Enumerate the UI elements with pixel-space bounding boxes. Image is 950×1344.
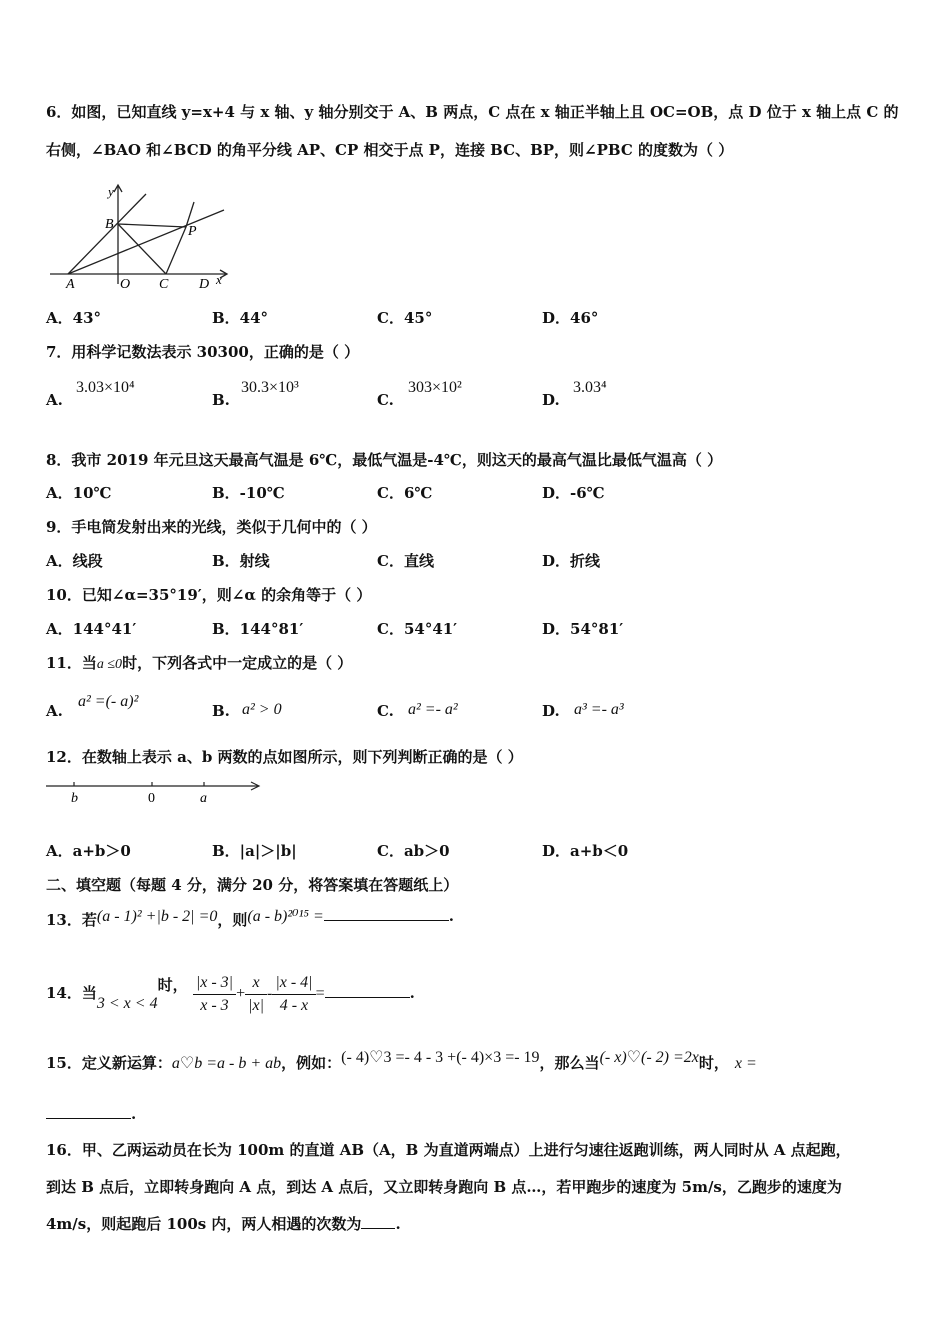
q16-post: .: [395, 1215, 401, 1233]
q14-f2-numerator: x: [245, 972, 267, 995]
q11-label-d: D.: [542, 702, 560, 720]
q14-answer-blank[interactable]: [325, 997, 410, 998]
fig-label-D: D: [199, 277, 210, 292]
q13-pre: 13．若: [46, 911, 97, 929]
q14-pre: 14．当: [46, 984, 97, 1002]
q13-equation: (a - 1)² +|b - 2| =0: [96, 908, 218, 925]
q11-label-a: A.: [46, 702, 63, 720]
q14-f3-numerator: |x - 4|: [272, 972, 315, 995]
q9-option-d: D．折线: [542, 552, 601, 570]
q7-label-b: B.: [212, 391, 230, 409]
q11-label-b: B.: [212, 702, 230, 720]
q15-answer-line: [46, 1104, 136, 1124]
section-2-heading: 二、填空题（每题 4 分，满分 20 分，将答案填在答题纸上）: [46, 876, 459, 894]
q15-mid2: ，那么当: [539, 1054, 600, 1072]
q13-answer-blank[interactable]: [324, 920, 449, 921]
q9-option-a: A．线段: [46, 552, 103, 570]
q14-f1-denominator: x - 3: [200, 996, 229, 1014]
q14-equals: =: [315, 985, 325, 1002]
q10-option-c: C．54°41′: [377, 620, 458, 638]
fig-label-y: y: [108, 184, 114, 199]
q10-option-b: B．144°81′: [212, 620, 304, 638]
q14-f1-numerator: |x - 3|: [193, 972, 236, 995]
fig-label-P: P: [188, 224, 197, 239]
q15-mid: ，例如：: [281, 1054, 342, 1072]
axis-label-a: a: [200, 791, 207, 806]
q13-mid: ，则: [217, 911, 248, 929]
q12-number-line: [44, 776, 269, 806]
q12-option-a: A．a+b＞0: [46, 842, 131, 860]
q7-label-a: A.: [46, 391, 63, 409]
q10-stem: 10．已知∠α=35°19′，则∠α 的余角等于（ ）: [46, 586, 372, 604]
q12-option-c: C．ab＞0: [377, 842, 450, 860]
q14-minus: -: [267, 985, 273, 1002]
q6-figure: [46, 180, 236, 295]
q16-answer-blank[interactable]: [361, 1228, 395, 1229]
q12-stem: 12．在数轴上表示 a、b 两数的点如图所示，则下列判断正确的是（ ）: [46, 748, 523, 766]
q14-mid: 时，: [157, 976, 188, 994]
q7-expr-a: 3.03×10⁴: [76, 379, 135, 396]
q6-stem-line1: 6．如图，已知直线 y=x+4 与 x 轴、y 轴分别交于 A、B 两点，C 点在 x 轴正半轴上且 OC=OB，点 D 位于 x 轴上点 C 的: [46, 103, 899, 121]
q15-mid3: 时，: [698, 1054, 729, 1072]
q8-option-d: D．-6℃: [542, 484, 605, 502]
q11-label-c: C.: [377, 702, 394, 720]
q14-fraction-3: [272, 972, 315, 1017]
q9-option-b: B．射线: [212, 552, 270, 570]
q8-stem: 8．我市 2019 年元旦这天最高气温是 6℃，最低气温是-4℃，则这天的最高气温比最低气温高（ ）: [46, 451, 723, 469]
q6-stem-line2: 右侧，∠BAO 和∠BCD 的角平分线 AP、CP 相交于点 P，连接 BC、BP，则∠PBC 的度数为（ ）: [46, 141, 734, 159]
q15-ask: x =: [734, 1055, 757, 1072]
q13-post: .: [448, 907, 454, 925]
q15-pre: 15．定义新运算：: [46, 1054, 172, 1072]
axis-label-0: 0: [148, 791, 155, 806]
q15-post: .: [131, 1105, 137, 1123]
q11-stem: [46, 653, 352, 675]
fig-label-C: C: [159, 277, 169, 292]
axis-label-b: b: [71, 791, 78, 806]
q16-line1: 16．甲、乙两运动员在长为 100m 的直道 AB（A，B 为直道两端点）上进行匀速往返跑训练，两人同时从 A 点起跑，: [46, 1141, 851, 1159]
q8-option-c: C．6℃: [377, 484, 433, 502]
q7-expr-c: 303×10²: [408, 379, 462, 396]
q7-stem: 7．用科学记数法表示 30300，正确的是（ ）: [46, 343, 360, 361]
q15: [46, 1048, 757, 1074]
q16-line2: 到达 B 点后，立即转身跑向 A 点，到达 A 点后，又立即转身跑向 B 点…，若甲跑步的速度为 5m/s，乙跑步的速度为: [46, 1178, 842, 1196]
q11-condition: a ≤0: [96, 657, 123, 672]
q15-definition: a♡b =a - b + ab: [171, 1055, 282, 1072]
q7-label-c: C.: [377, 391, 394, 409]
q12-option-d: D．a+b＜0: [542, 842, 629, 860]
q11-stem-post: 时，下列各式中一定成立的是（ ）: [122, 654, 353, 672]
q6-option-c: C．45°: [377, 309, 433, 327]
q9-option-c: C．直线: [377, 552, 434, 570]
q10-option-a: A．144°41′: [46, 620, 137, 638]
q14-f3-denominator: 4 - x: [279, 996, 309, 1014]
q14-f2-denominator: |x|: [248, 996, 264, 1014]
fig-label-B: B: [105, 217, 114, 232]
q16-line3: [46, 1214, 401, 1234]
q14: [46, 958, 415, 1012]
q11-stem-pre: 11．当: [46, 654, 97, 672]
q6-option-d: D．46°: [542, 309, 599, 327]
q16-line3-text: 4m/s，则起跑后 100s 内，两人相遇的次数为: [46, 1215, 362, 1233]
q14-fraction-2: [245, 972, 267, 1017]
q8-option-a: A．10℃: [46, 484, 112, 502]
q15-example: (- 4)♡3 =- 4 - 3 +(- 4)×3 =- 19: [341, 1049, 540, 1066]
q11-expr-d: a³ =- a³: [574, 701, 624, 718]
q14-condition: 3 < x < 4: [96, 995, 158, 1012]
q12-option-b: B．|a|＞|b|: [212, 842, 297, 860]
q11-expr-a: a² =(- a)²: [78, 693, 139, 710]
q13-expression: (a - b)²⁰¹⁵ =: [247, 908, 324, 925]
q11-expr-b: a² > 0: [242, 701, 282, 718]
q6-option-b: B．44°: [212, 309, 269, 327]
fig-label-A: A: [66, 277, 75, 292]
q7-label-d: D.: [542, 391, 560, 409]
q10-option-d: D．54°81′: [542, 620, 624, 638]
q14-plus: +: [236, 985, 246, 1002]
q8-option-b: B．-10℃: [212, 484, 285, 502]
q7-expr-d: 3.03⁴: [573, 379, 607, 396]
q7-expr-b: 30.3×10³: [241, 379, 299, 396]
q6-option-a: A．43°: [46, 309, 102, 327]
fig-label-O: O: [120, 277, 131, 292]
q11-expr-c: a² =- a²: [408, 701, 458, 718]
fig-label-x: x: [216, 272, 222, 287]
q13: [46, 906, 454, 932]
q14-fraction-1: [193, 972, 236, 1017]
q15-condition: (- x)♡(- 2) =2x: [599, 1049, 699, 1066]
q9-stem: 9．手电筒发射出来的光线，类似于几何中的（ ）: [46, 518, 377, 536]
q14-post: .: [409, 984, 415, 1002]
q15-answer-blank[interactable]: [46, 1118, 131, 1119]
